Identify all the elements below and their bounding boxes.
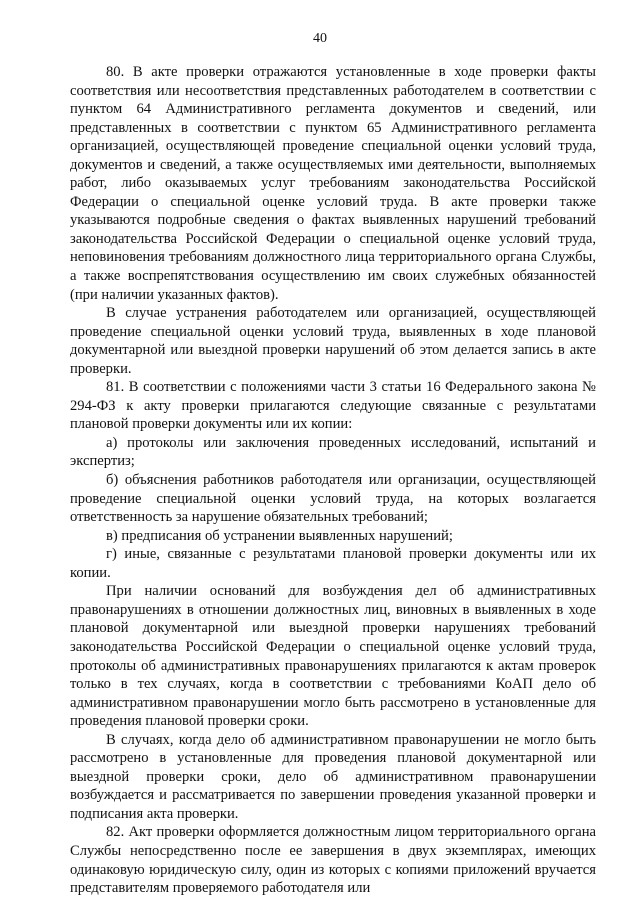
list-item-v: в) предписания об устранении выявленных нарушений; <box>106 527 453 544</box>
paragraph-82: 82. Акт проверки оформляется должностным лицом территориального органа Службы непосредственно после ее завершения в двух экземплярах, имеющих одинаковую юридическую силу, один из которых с копиями приложений вручается представителям проверяемого работодателя или <box>70 824 596 897</box>
paragraph-80: 80. В акте проверки отражаются установленные в ходе проверки факты соответствия или несоответствия представленных работодателем в соответствии с пунктом 64 Административного регламента документов и сведений, или представленных в соответствии с пунктом 65 Административного регламента организацией, осуществляющей проведение специальной оценки условий труда, документов и сведений, а также осуществляемых ими деятельности, выполняемых работ, либо оказываемых услуг требованиям законодательства Российской Федерации о специальной оценке условий труда. В акте проверки также указываются подробные сведения о фактах выявленных нарушений требований законодательства Российской Федерации о специальной оценке условий труда, неповиновения требованиям должностного лица территориального органа Службы, а также воспрепятствования осуществлению им своих служебных обязанностей (при наличии указанных фактов). <box>70 64 596 303</box>
document-body <box>70 63 596 898</box>
list-item-a: а) протоколы или заключения проведенных исследований, испытаний и экспертиз; <box>70 434 596 470</box>
paragraph-deadline-cases: В случаях, когда дело об административном правонарушении не могло быть рассмотрено в установленные для проведения плановой документарной или выездной проверки сроки, дело об административном правонарушении возбуждается и рассматривается по завершении проведения указанной проверки и подписания акта проверки. <box>70 731 596 822</box>
list-item-b: б) объяснения работников работодателя или организации, осуществляющей проведение специальной оценки условий труда, на которых возлагается ответственность за нарушение обязательных требований; <box>70 472 596 526</box>
paragraph-administrative-offenses: При наличии оснований для возбуждения дел об административных правонарушениях в отношении должностных лиц, виновных в выявленных в ходе плановой документарной или выездной проверки нарушениях требований законодательства Российской Федерации о специальной оценке условий труда, протоколы об административных правонарушениях прилагаются к актам проверок только в тех случаях, когда в соответствии с требованиями КоАП дело об административном правонарушении могло быть рассмотрено в установленные для проведения плановой проверки сроки. <box>70 583 596 730</box>
paragraph-elimination-note: В случае устранения работодателем или организацией, осуществляющей проведение специальной оценки условий труда, выявленных в ходе плановой документарной или выездной проверки нарушений об этом делается запись в акте проверки. <box>70 305 596 377</box>
page-number: 40 <box>313 31 327 46</box>
paragraph-81: 81. В соответствии с положениями части 3 статьи 16 Федерального закона № 294-ФЗ к акту проверки прилагаются следующие связанные с результатами плановой проверки документы или их копии: <box>70 379 596 433</box>
list-item-g: г) иные, связанные с результатами плановой проверки документы или их копии. <box>70 546 596 581</box>
